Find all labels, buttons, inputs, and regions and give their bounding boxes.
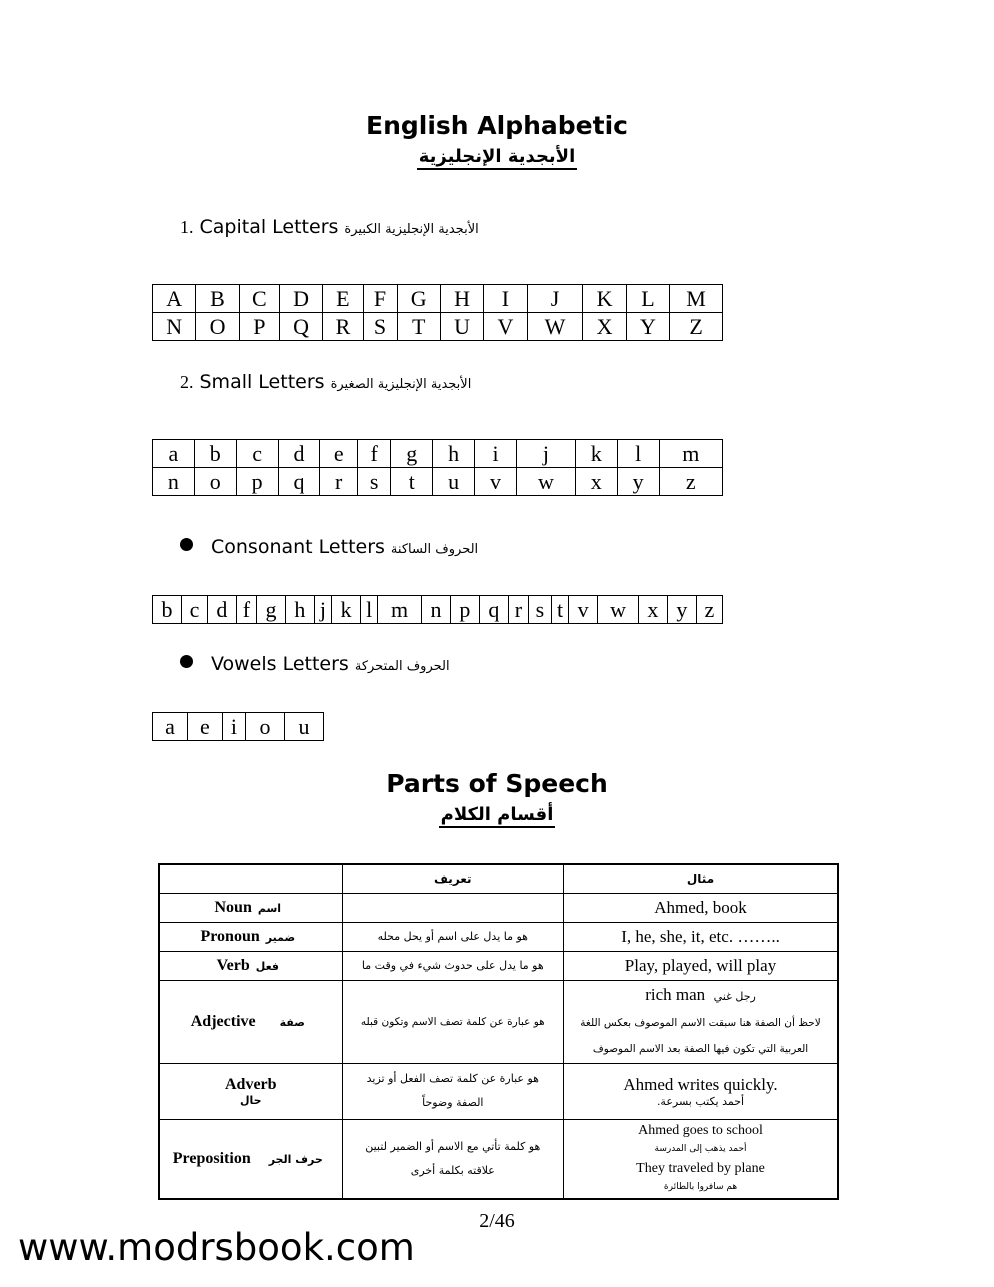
letter-cell: F <box>363 285 397 313</box>
letter-cell: g <box>256 596 285 624</box>
letters-row <box>153 285 723 313</box>
term-adverb: Adverb حال <box>159 1063 342 1119</box>
letter-cell: p <box>236 468 278 496</box>
letter-cell: K <box>583 285 626 313</box>
letters-row <box>153 468 723 496</box>
letter-cell: d <box>207 596 236 624</box>
letter-cell: I <box>484 285 527 313</box>
letter-cell: C <box>239 285 279 313</box>
letter-cell: P <box>239 313 279 341</box>
letter-cell: U <box>440 313 483 341</box>
letter-cell: e <box>320 440 358 468</box>
letter-cell: m <box>659 440 722 468</box>
letter-cell: h <box>285 596 314 624</box>
header-example: مثال <box>564 864 838 893</box>
table-row-noun <box>159 893 838 922</box>
letter-cell: f <box>358 440 391 468</box>
letter-cell: p <box>450 596 479 624</box>
header-definition: تعريف <box>342 864 563 893</box>
letter-cell: B <box>196 285 239 313</box>
letter-cell: a <box>153 440 195 468</box>
letter-cell: v <box>475 468 517 496</box>
small-letters-heading: 2. Small Letters الأبجدية الإنجليزية الصغيرة <box>180 371 472 393</box>
table-row-adverb <box>159 1063 838 1119</box>
term-preposition: Preposition حرف الجر <box>159 1119 342 1199</box>
letter-cell: c <box>236 440 278 468</box>
letter-cell: a <box>153 713 188 741</box>
table-row-adjective <box>159 980 838 1063</box>
letter-cell: u <box>285 713 324 741</box>
letter-cell: o <box>194 468 236 496</box>
letter-cell: o <box>246 713 285 741</box>
table-row-preposition <box>159 1119 838 1199</box>
letter-cell: k <box>575 440 617 468</box>
consonant-letters-table <box>152 595 723 624</box>
letter-cell: y <box>667 596 696 624</box>
definition-pronoun: هو ما يدل على اسم أو يحل محله <box>342 922 563 951</box>
letter-cell: g <box>391 440 433 468</box>
letter-cell: n <box>153 468 195 496</box>
letter-cell: l <box>361 596 378 624</box>
letter-cell: q <box>278 468 320 496</box>
table-row-pronoun <box>159 922 838 951</box>
consonant-letters-heading: Consonant Letters الحروف الساكنة <box>180 536 478 558</box>
letter-cell: L <box>626 285 669 313</box>
letter-cell: R <box>323 313 363 341</box>
letter-cell: t <box>552 596 569 624</box>
letter-cell: m <box>378 596 422 624</box>
letter-cell: e <box>187 713 222 741</box>
table-header-row <box>159 864 838 893</box>
letter-cell: T <box>397 313 440 341</box>
example-adjective: rich man رجل غني لاحظ أن الصفة هنا سبقت الاسم الموصوف بعكس اللغة العربية التي تكون فيها الصفة بعد الاسم الموصوف <box>564 980 838 1063</box>
letter-cell: s <box>528 596 551 624</box>
example-noun: Ahmed, book <box>564 893 838 922</box>
definition-noun <box>342 893 563 922</box>
term-noun: Noun اسم <box>159 893 342 922</box>
website-url[interactable]: www.modrsbook.com <box>18 1226 415 1269</box>
letter-cell: Z <box>670 313 723 341</box>
letter-cell: r <box>320 468 358 496</box>
header-term-cell <box>159 864 342 893</box>
bullet-icon <box>180 655 193 668</box>
letter-cell: S <box>363 313 397 341</box>
letter-cell: n <box>421 596 450 624</box>
letter-cell: V <box>484 313 527 341</box>
letter-cell: J <box>527 285 583 313</box>
example-verb: Play, played, will play <box>564 951 838 980</box>
capital-letters-table <box>152 284 723 341</box>
letter-cell: w <box>598 596 639 624</box>
letter-cell: Y <box>626 313 669 341</box>
letter-cell: X <box>583 313 626 341</box>
table-row-verb <box>159 951 838 980</box>
example-preposition: Ahmed goes to school أحمد يذهب إلى المدرسة They traveled by plane هم سافروا بالطائرة <box>564 1119 838 1199</box>
letter-cell: z <box>696 596 722 624</box>
letter-cell: j <box>314 596 331 624</box>
letter-cell: D <box>279 285 322 313</box>
example-adverb: Ahmed writes quickly. أحمد يكتب بسرعة. <box>564 1063 838 1119</box>
letter-cell: u <box>433 468 475 496</box>
letter-cell: b <box>153 596 182 624</box>
letter-cell: h <box>433 440 475 468</box>
letter-cell: s <box>358 468 391 496</box>
letter-cell: v <box>569 596 598 624</box>
page-title-arabic: الأبجدية الإنجليزية <box>0 146 994 167</box>
page-number: 2/46 <box>479 1210 515 1232</box>
letter-cell: b <box>194 440 236 468</box>
letter-cell: t <box>391 468 433 496</box>
term-pronoun: Pronoun ضمير <box>159 922 342 951</box>
letter-cell: G <box>397 285 440 313</box>
letter-cell: f <box>236 596 256 624</box>
term-verb: Verb فعل <box>159 951 342 980</box>
bullet-icon <box>180 538 193 551</box>
vowel-letters-heading: Vowels Letters الحروف المتحركة <box>180 653 450 675</box>
letter-cell: A <box>153 285 196 313</box>
parts-of-speech-title-arabic: أقسام الكلام <box>0 804 994 825</box>
letter-cell: H <box>440 285 483 313</box>
letter-cell: l <box>617 440 659 468</box>
letter-cell: z <box>659 468 722 496</box>
definition-adjective: هو عبارة عن كلمة تصف الاسم وتكون قبله <box>342 980 563 1063</box>
letter-cell: i <box>222 713 245 741</box>
parts-of-speech-title: Parts of Speech <box>386 769 608 798</box>
letter-cell: Q <box>279 313 322 341</box>
letters-row <box>153 596 723 624</box>
letter-cell: N <box>153 313 196 341</box>
letter-cell: i <box>475 440 517 468</box>
letter-cell: q <box>479 596 508 624</box>
definition-adverb: هو عبارة عن كلمة تصف الفعل أو تزيد الصفة وضوحاً <box>342 1063 563 1119</box>
letter-cell: w <box>516 468 575 496</box>
letter-cell: x <box>575 468 617 496</box>
letter-cell: d <box>278 440 320 468</box>
definition-preposition: هو كلمة تأتي مع الاسم أو الضمير لتبين علاقته بكلمة أخرى <box>342 1119 563 1199</box>
example-pronoun: I, he, she, it, etc. …….. <box>564 922 838 951</box>
letter-cell: y <box>617 468 659 496</box>
small-letters-table <box>152 439 723 496</box>
term-adjective: Adjective صفة <box>159 980 342 1063</box>
letter-cell: r <box>508 596 528 624</box>
letter-cell: W <box>527 313 583 341</box>
letter-cell: M <box>670 285 723 313</box>
capital-letters-heading: 1. Capital Letters الأبجدية الإنجليزية الكبيرة <box>180 216 479 238</box>
letters-row <box>153 713 324 741</box>
letter-cell: E <box>323 285 363 313</box>
letter-cell: O <box>196 313 239 341</box>
parts-of-speech-table <box>158 863 839 1200</box>
letter-cell: x <box>638 596 667 624</box>
letter-cell: j <box>516 440 575 468</box>
letters-row <box>153 440 723 468</box>
letters-row <box>153 313 723 341</box>
vowel-letters-table <box>152 712 324 741</box>
definition-verb: هو ما يدل على حدوث شيء في وقت ما <box>342 951 563 980</box>
letter-cell: c <box>181 596 207 624</box>
letter-cell: k <box>332 596 361 624</box>
page-title: English Alphabetic <box>366 111 628 140</box>
